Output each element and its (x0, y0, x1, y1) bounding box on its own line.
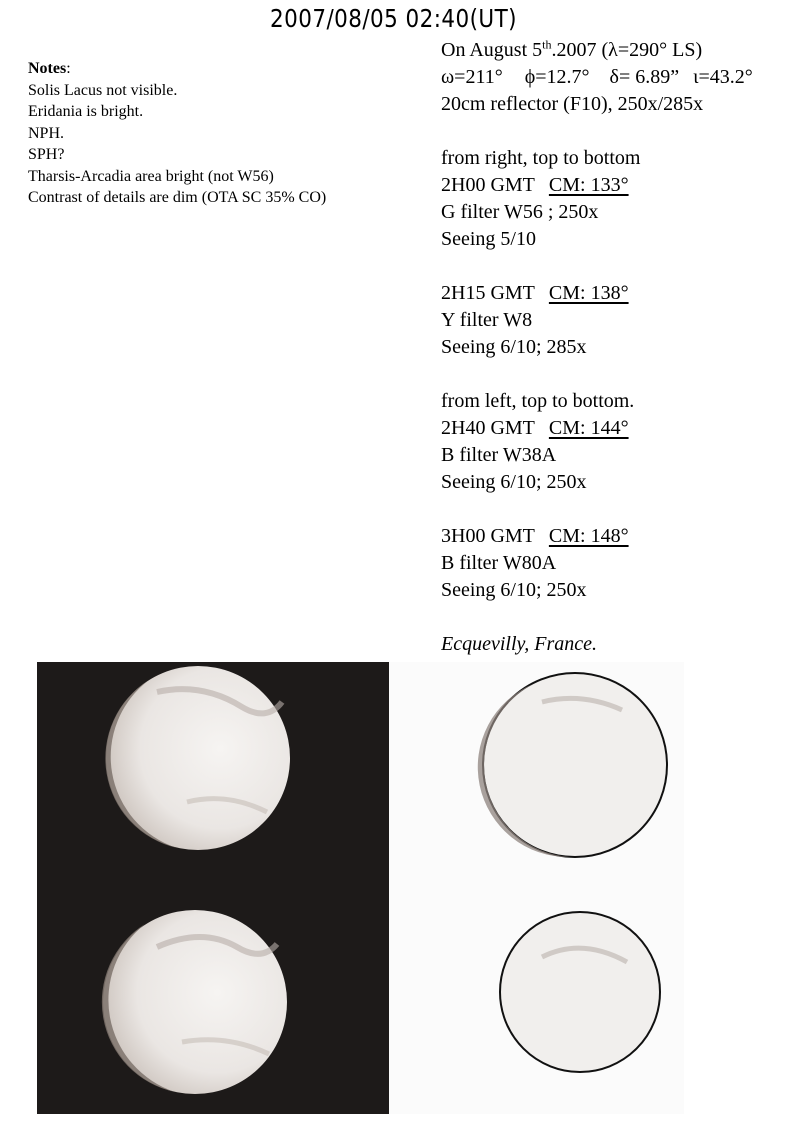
sketch-drawings (37, 662, 684, 1114)
notes-heading: Notes: (28, 60, 71, 77)
mars-disk-sketch (105, 666, 290, 850)
mars-sketches-image (37, 662, 684, 1114)
session-seeing: Seeing 6/10; 285x (441, 336, 587, 358)
session-filter: Y filter W8 (441, 309, 533, 331)
note-line: Solis Lacus not visible. (28, 81, 178, 99)
page-title: 2007/08/05 02:40(UT) (270, 4, 517, 33)
session-time: 2H15 GMT CM: 138° (441, 282, 629, 304)
group-left-heading: from left, top to bottom. (441, 390, 635, 412)
note-line: Eridania is bright. (28, 103, 144, 120)
observation-block (441, 37, 787, 658)
mars-disk-sketch (102, 910, 287, 1094)
observation-location: Ecquevilly, France. (441, 633, 598, 655)
session-time: 3H00 GMT CM: 148° (441, 525, 629, 547)
session-seeing: Seeing 5/10 (441, 228, 536, 250)
observation-params: ω=211° ϕ=12.7° δ= 6.89” ι=43.2° (441, 66, 753, 88)
mars-disk-sketch (500, 912, 660, 1072)
observation-date: On August 5th.2007 (λ=290° LS) (441, 37, 703, 61)
note-line: SPH? (28, 146, 65, 163)
session-filter: B filter W38A (441, 444, 557, 466)
session-filter: B filter W80A (441, 552, 557, 574)
group-right-heading: from right, top to bottom (441, 147, 641, 169)
session-seeing: Seeing 6/10; 250x (441, 471, 587, 493)
session-filter: G filter W56 ; 250x (441, 201, 599, 223)
note-line: NPH. (28, 124, 65, 142)
mars-disk-sketch (478, 673, 667, 857)
notes-block (28, 58, 428, 209)
session-time: 2H00 GMT CM: 133° (441, 174, 629, 196)
session-time: 2H40 GMT CM: 144° (441, 417, 629, 439)
note-line: Tharsis-Arcadia area bright (not W56) (28, 167, 274, 185)
session-seeing: Seeing 6/10; 250x (441, 579, 587, 601)
note-line: Contrast of details are dim (OTA SC 35% CO) (28, 189, 327, 206)
observation-instrument: 20cm reflector (F10), 250x/285x (441, 93, 704, 115)
